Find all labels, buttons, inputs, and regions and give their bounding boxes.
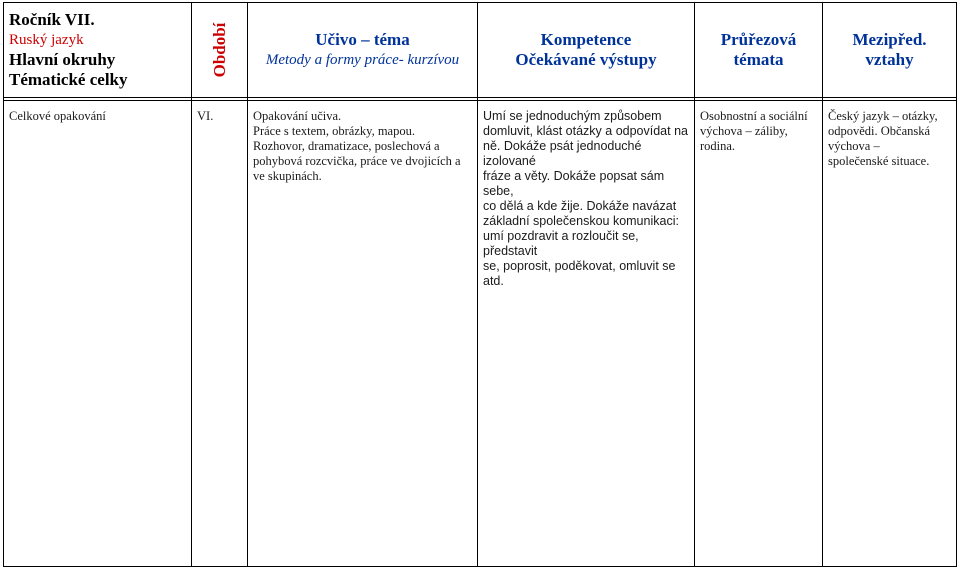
cross-topics-line: výchova – záliby,: [700, 124, 788, 138]
outcome-line: se, poprosit, poděkovat, omluvit se atd.: [483, 259, 676, 288]
outcome-line: domluvit, klást otázky a odpovídat na: [483, 124, 688, 138]
content-row: [4, 101, 957, 567]
unit-cell: [4, 101, 192, 567]
cross-topics-line: Osobnostní a sociální: [700, 109, 808, 123]
period-cell: [192, 101, 248, 567]
header-curriculum: [248, 3, 478, 98]
curriculum-line: Rozhovor, dramatizace, poslechová a: [253, 139, 440, 153]
interdisciplinary-line: odpovědi. Občanská: [828, 124, 931, 138]
period-text: VI.: [197, 109, 214, 123]
header-competence: [478, 3, 695, 98]
outcome-line: ně. Dokáže psát jednoduché izolované: [483, 139, 642, 168]
period-label: Období: [209, 22, 229, 78]
unit-text: Celkové opakování: [9, 109, 106, 123]
outcome-line: co dělá a kde žije. Dokáže navázat: [483, 199, 677, 213]
header-period: [192, 3, 248, 98]
competence-label: Kompetence: [540, 30, 632, 49]
header-cross-topics: [695, 3, 823, 98]
cross-topics-line: rodina.: [700, 139, 736, 153]
curriculum-subtitle: Metody a formy práce- kurzívou: [265, 52, 460, 68]
cross-topics-label-1: Průřezová: [720, 30, 797, 49]
thematic-units-label: Tématické celky: [9, 70, 128, 89]
cross-topics-cell: [695, 101, 823, 567]
interdisciplinary-cell: [823, 101, 957, 567]
curriculum-title: Učivo – téma: [315, 30, 410, 49]
grade-label: Ročník VII.: [9, 10, 95, 29]
header-thematic-units: [4, 3, 192, 98]
outcome-line: fráze a věty. Dokáže popsat sám sebe,: [483, 169, 665, 198]
interdisciplinary-line: společenské situace.: [828, 154, 930, 168]
outcomes-cell: [478, 101, 695, 567]
cross-topics-label-2: témata: [733, 50, 784, 69]
expected-outcomes-label: Očekávané výstupy: [515, 50, 657, 69]
main-areas-label: Hlavní okruhy: [9, 50, 116, 69]
header-interdisciplinary: [823, 3, 957, 98]
curriculum-line: ve skupinách.: [253, 169, 322, 183]
interdisciplinary-label-2: vztahy: [865, 50, 914, 69]
outcome-line: umí pozdravit a rozloučit se, představit: [483, 229, 639, 258]
interdisciplinary-line: výchova –: [828, 139, 880, 153]
outcome-line: základní společenskou komunikaci:: [483, 214, 679, 228]
curriculum-line: Opakování učiva.: [253, 109, 342, 123]
curriculum-line: pohybová rozcvička, práce ve dvojicích a: [253, 154, 461, 168]
header-row: [4, 3, 957, 98]
interdisciplinary-label-1: Mezipřed.: [852, 30, 927, 49]
curriculum-line: Práce s textem, obrázky, mapou.: [253, 124, 415, 138]
curriculum-table: [3, 2, 957, 567]
subject-label: Ruský jazyk: [9, 32, 84, 48]
outcome-line: Umí se jednoduchým způsobem: [483, 109, 662, 123]
curriculum-cell: [248, 101, 478, 567]
interdisciplinary-line: Český jazyk – otázky,: [828, 109, 938, 123]
